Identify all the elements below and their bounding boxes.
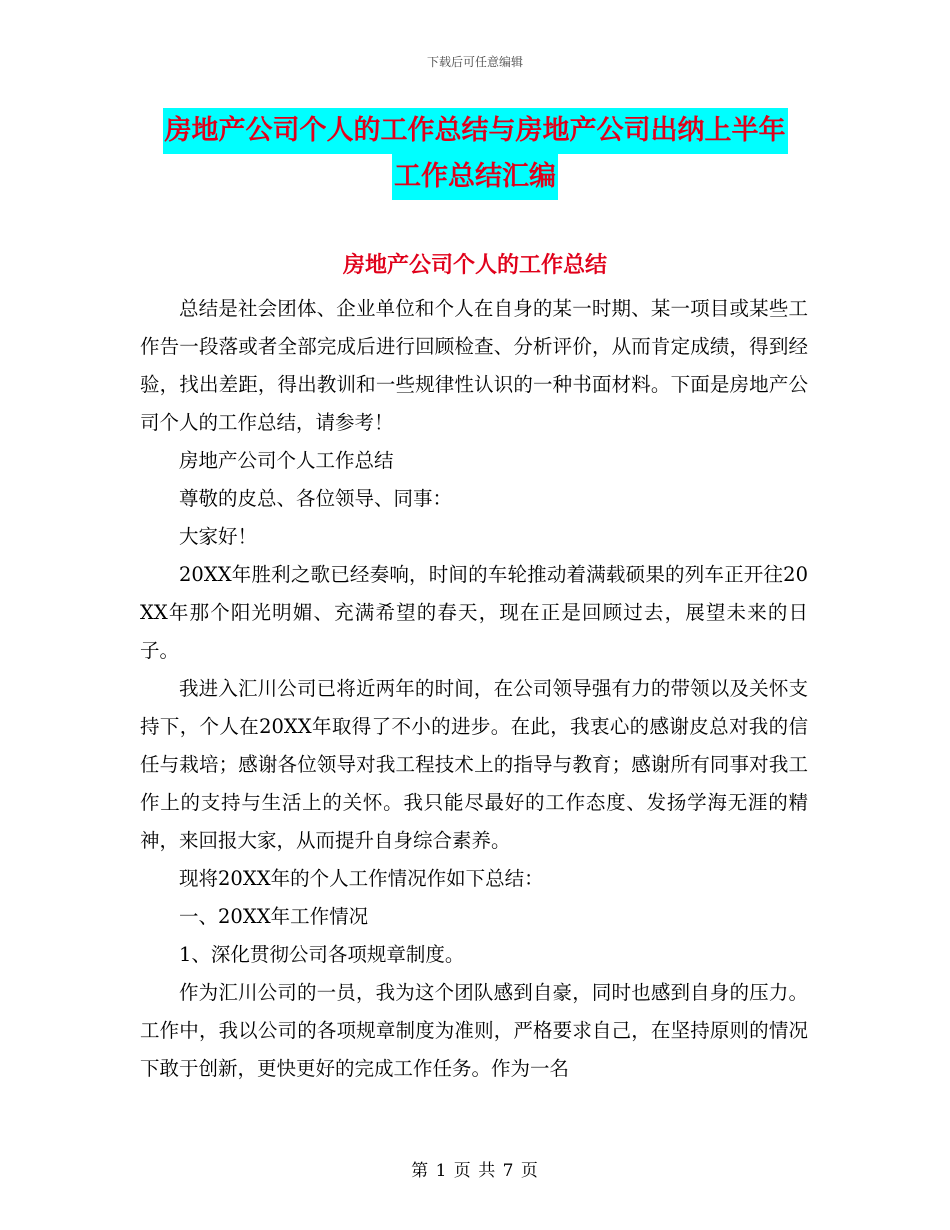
paragraph: 一、20XX年工作情况 [179, 905, 369, 928]
header-note: 下载后可任意编辑 [426, 55, 523, 69]
paragraph: 20XX年胜利之歌已经奏响，时间的车轮推动着满载硕果的列车正开往20XX年那个阳光明媚、充满希望的春天，现在正是回顾过去，展望未来的日子。 [140, 563, 808, 662]
document-title-line-1: 房地产公司个人的工作总结与房地产公司出纳上半年 [163, 108, 788, 154]
paragraph: 现将20XX年的个人工作情况作如下总结： [179, 867, 544, 890]
section-title: 房地产公司个人的工作总结 [342, 253, 607, 278]
paragraph: 作为汇川公司的一员，我为这个团队感到自豪，同时也感到自身的压力。工作中，我以公司的各项规章制度为准则，严格要求自己，在坚持原则的情况下敢于创新，更快更好的完成工作任务。作为一名 [140, 981, 808, 1080]
document-title [140, 108, 810, 200]
document-body [140, 290, 808, 1088]
page-number-footer: 第 1 页 共 7 页 [411, 1161, 539, 1181]
paragraph: 总结是社会团体、企业单位和个人在自身的某一时期、某一项目或某些工作告一段落或者全部完成后进行回顾检查、分析评价，从而肯定成绩，得到经验，找出差距，得出教训和一些规律性认识的一种书面材料。下面是房地产公司个人的工作总结，请参考！ [140, 297, 808, 434]
paragraph: 房地产公司个人工作总结 [179, 449, 394, 472]
paragraph: 尊敬的皮总、各位领导、同事： [179, 487, 453, 510]
paragraph: 大家好！ [179, 525, 258, 548]
document-title-line-2: 工作总结汇编 [392, 154, 558, 200]
paragraph: 我进入汇川公司已将近两年的时间，在公司领导强有力的带领以及关怀支持下，个人在20XX年取得了不小的进步。在此，我衷心的感谢皮总对我的信任与栽培；感谢各位领导对我工程技术上的指导与教育；感谢所有同事对我工作上的支持与生活上的关怀。我只能尽最好的工作态度、发扬学海无涯的精神，来回报大家，从而提升自身综合素养。 [140, 677, 808, 852]
paragraph: 1、深化贯彻公司各项规章制度。 [179, 943, 465, 966]
